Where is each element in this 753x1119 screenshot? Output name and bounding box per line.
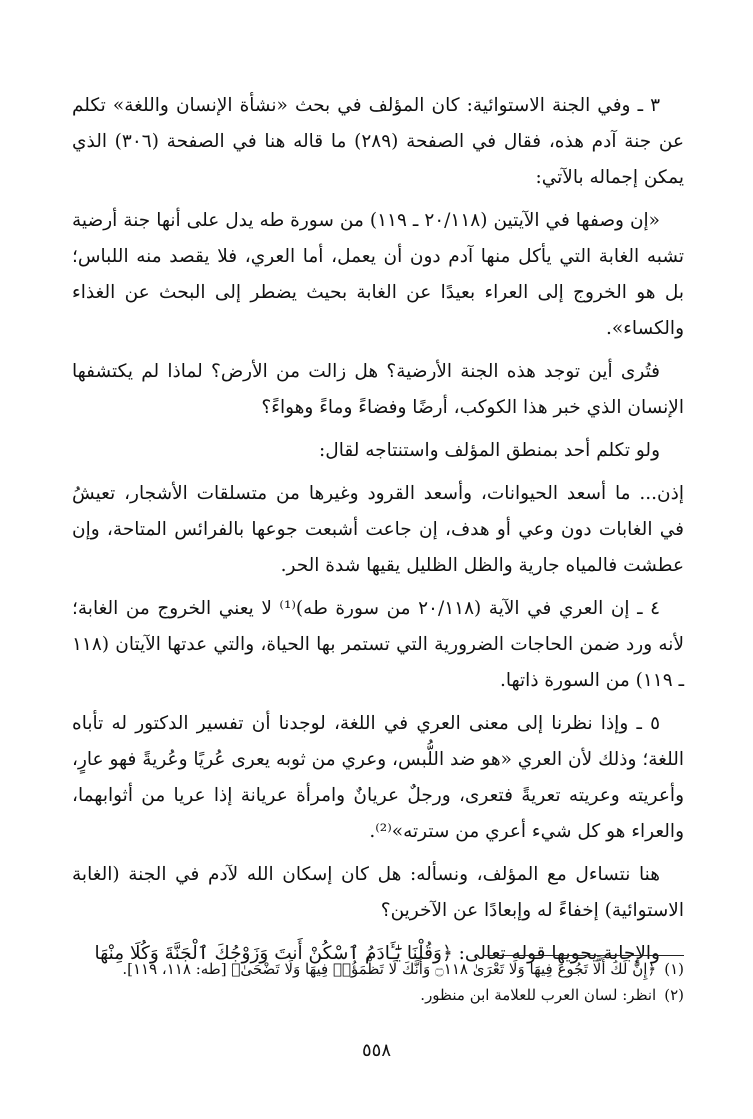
animals-paragraph: إذن... ما أسعد الحيوانات، وأسعد القرود وغيرها من متسلقات الأشجار، تعيشُ في الغابات دون وعي أو هدف، إن جاعت أشبعت جوعها بالفرائس المتاحة، وإن عطشت فالمياه جارية والظل الظليل يقيها شدة الحر. — [72, 483, 684, 576]
paragraph-4-nakedness: ٤ ـ إن العري في الآية (٢٠/١١٨ من سورة طه)⁽¹⁾ لا يعني الخروج من الغابة؛ لأنه ورد ضمن الحاجات الضرورية التي تستمر بها الحياة، والتي عدتها الآيتان (١١٨ ـ ١١٩) من السورة ذاتها. — [72, 598, 684, 691]
question-paragraph: فتُرى أين توجد هذه الجنة الأرضية؟ هل زالت من الأرض؟ لماذا لم يكتشفها الإنسان الذي خبر هذا الكوكب، أرضًا وفضاءً وماءً وهواءً؟ — [72, 361, 684, 418]
paragraph-3-tropical-garden: ٣ ـ وفي الجنة الاستوائية: كان المؤلف في بحث «نشأة الإنسان واللغة» تكلم عن جنة آدم هذه، فقال في الصفحة (٢٨٩) ما قاله هنا في الصفحة (٣٠٦) الذي يمكن إجماله بالآتي: — [72, 95, 684, 188]
footnote-2 — [72, 982, 684, 1008]
footnote-1 — [72, 956, 684, 982]
page-number: ٥٥٨ — [361, 1040, 391, 1061]
footnote-number: (١) — [664, 960, 684, 978]
footnote-text: انظر: لسان العرب للعلامة ابن منظور. — [420, 986, 657, 1004]
footnote-number: (٢) — [664, 986, 684, 1004]
logic-paragraph: ولو تكلم أحد بمنطق المؤلف واستنتاجه لقال: — [319, 440, 660, 461]
footnotes — [72, 955, 684, 1008]
answer-paragraph: والإجابة يحويها قوله تعالى: ﴿وَقُلْنَا يَٰٓـَٔادَمُ ٱسْكُنْ أَنتَ وَزَوْجُكَ ٱلْجَنَّةَ وَكُلَا مِنْهَا — [94, 943, 660, 964]
quote-paragraph: «إن وصفها في الآيتين (٢٠/١١٨ ـ ١١٩) من سورة طه يدل على أنها جنة أرضية تشبه الغابة التي يأكل منها آدم دون أن يعمل، أما العري، فلا يقصد منه اللباس؛ بل هو الخروج إلى العراء بعيدًا عن الغابة بحيث يضطر إلى البحث عن الغذاء والكساء». — [72, 210, 684, 339]
footnote-text: ﴿إِنَّ لَكَ أَلَّا تَجُوعَ فِيهَا وَلَا تَعْرَىٰ ۝١١٨ وَأَنَّكَ لَا تَظْمَؤُا۟ فِيهَا وَلَا تَضْحَىٰ﴾ [طه: ١١٨، ١١٩]. — [122, 960, 657, 978]
asking-paragraph: هنا نتساءل مع المؤلف، ونسأله: هل كان إسكان الله لآدم في الجنة (الغابة الاستوائية) إخفاءً له وإبعادًا عن الآخرين؟ — [72, 864, 684, 921]
paragraph-5-language: ٥ ـ وإذا نظرنا إلى معنى العري في اللغة، لوجدنا أن تفسير الدكتور له تأباه اللغة؛ وذلك لأن العري «هو ضد اللُّبس، وعري من ثوبه يعرى عُريًا وعُريةً فهو عارٍ، وأعريته وعريته تعريةً فتعرى، ورجلٌ عريانٌ وامرأة عريانة إذا عريا من أثوابهما، والعراء هو كل شيء أعري من سترته»⁽²⁾. — [72, 713, 684, 842]
main-text — [72, 88, 684, 979]
